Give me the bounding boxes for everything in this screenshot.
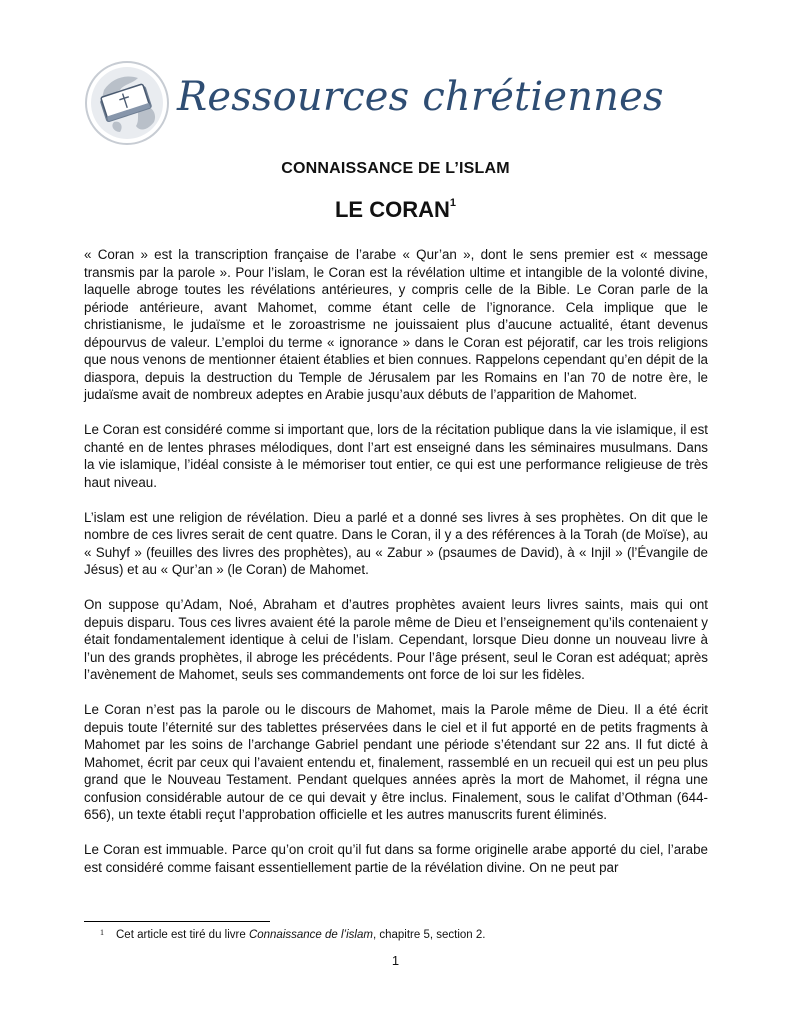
footnote-text-before: Cet article est tiré du livre bbox=[116, 929, 249, 941]
title-footnote-ref[interactable]: 1 bbox=[449, 196, 456, 209]
section-title: CONNAISSANCE DE L’ISLAM bbox=[281, 160, 510, 177]
footnote-book-title: Connaissance de l’islam bbox=[248, 929, 373, 941]
footnote bbox=[100, 929, 485, 941]
page-number: 1 bbox=[391, 953, 400, 968]
paragraph-4: On suppose qu’Adam, Noé, Abraham et d’autres prophètes avaient leurs livres saints, mais qui ont depuis disparu. Tous ces livres avaient été la parole même de Dieu et l’enseignement qu’ils contenaient y était fondamentalement identique à celui de l’islam. Cependant, lorsque Dieu donne un nouveau livre à l’un des grands prophètes, il abroge les précédents. Pour l’âge présent, seul le Coran est adéquat; après l’avènement de Mahomet, seuls ses commandements ont force de loi sur les fidèles. bbox=[84, 597, 708, 682]
paragraph-3: L’islam est une religion de révélation. Dieu a parlé et a donné ses livres à ses prophètes. On dit que le nombre de ces livres serait de cent quatre. Dans le Coran, il y a des références à la Torah (de Moïse), au « Suhyf » (feuilles des livres des prophètes), au « Zabur » (psaumes de David), à « Injil » (l’Évangile de Jésus) et au « Qur’an » (le Coran) de Mahomet. bbox=[84, 509, 708, 577]
page-title bbox=[0, 197, 791, 223]
site-logo bbox=[84, 60, 664, 146]
footnote-mark: 1 bbox=[100, 928, 104, 937]
title-text: LE CORAN bbox=[334, 197, 450, 222]
globe-bible-icon bbox=[84, 60, 170, 146]
paragraph-5: Le Coran n’est pas la parole ou le discours de Mahomet, mais la Parole même de Dieu. Il a été écrit depuis toute l’éternité sur des tablettes préservées dans le ciel et il fut apporté en de petits fragments à Mahomet par les soins de l’archange Gabriel pendant une période s’étendant sur 22 ans. Il fut dicté à Mahomet, écrit par ceux qui l’avaient entendu et, finalement, rassemblé en un recueil qui est un peu plus grand que le Nouveau Testament. Pendant quelques années après la mort de Mahomet, il régna une confusion considérable autour de ce qui devait y être inclus. Finalement, sous le califat d’Othman (644-656), un texte établi reçut l’approbation officielle et les autres manuscrits furent éliminés. bbox=[84, 702, 708, 822]
brand-name: Ressources chrétiennes bbox=[177, 74, 664, 120]
footnote-divider bbox=[84, 921, 270, 922]
paragraph-2: Le Coran est considéré comme si important que, lors de la récitation publique dans la vie islamique, il est chanté en de lentes phrases mélodiques, dont l’art est enseigné dans les séminaires musulmans. Dans la vie islamique, l’idéal consiste à le mémoriser tout entier, ce qui est une performance religieuse de très haut niveau. bbox=[84, 422, 708, 490]
paragraph-6: Le Coran est immuable. Parce qu’on croit qu’il fut dans sa forme originelle arabe apporté du ciel, l’arabe est considéré comme faisant essentiellement partie de la révélation divine. On ne peut par bbox=[84, 842, 708, 875]
paragraph-1: « Coran » est la transcription française de l’arabe « Qur’an », dont le sens premier est « message transmis par la parole ». Pour l’islam, le Coran est la révélation ultime et intangible de la volonté divine, laquelle abroge toutes les révélations antérieures, y compris celle de la Bible. Le Coran parle de la période antérieure, avant Mahomet, comme étant celle de l’ignorance. Cela implique que le christianisme, le judaïsme et le zoroastrisme ne jouissaient plus d’aucune actualité, étant devenus dépourvus de valeur. L’emploi du terme « ignorance » dans le Coran est péjoratif, car les trois religions que nous venons de mentionner étaient établies et bien connues. Rappelons cependant qu’en dépit de la diaspora, depuis la destruction du Temple de Jérusalem par les Romains en l’an 70 de notre ère, le judaïsme avait de nombreux adeptes en Arabie jusqu’aux débuts de l’apparition de Mahomet. bbox=[84, 247, 708, 402]
footnote-text-after: , chapitre 5, section 2. bbox=[372, 929, 486, 941]
article-body bbox=[84, 246, 708, 894]
